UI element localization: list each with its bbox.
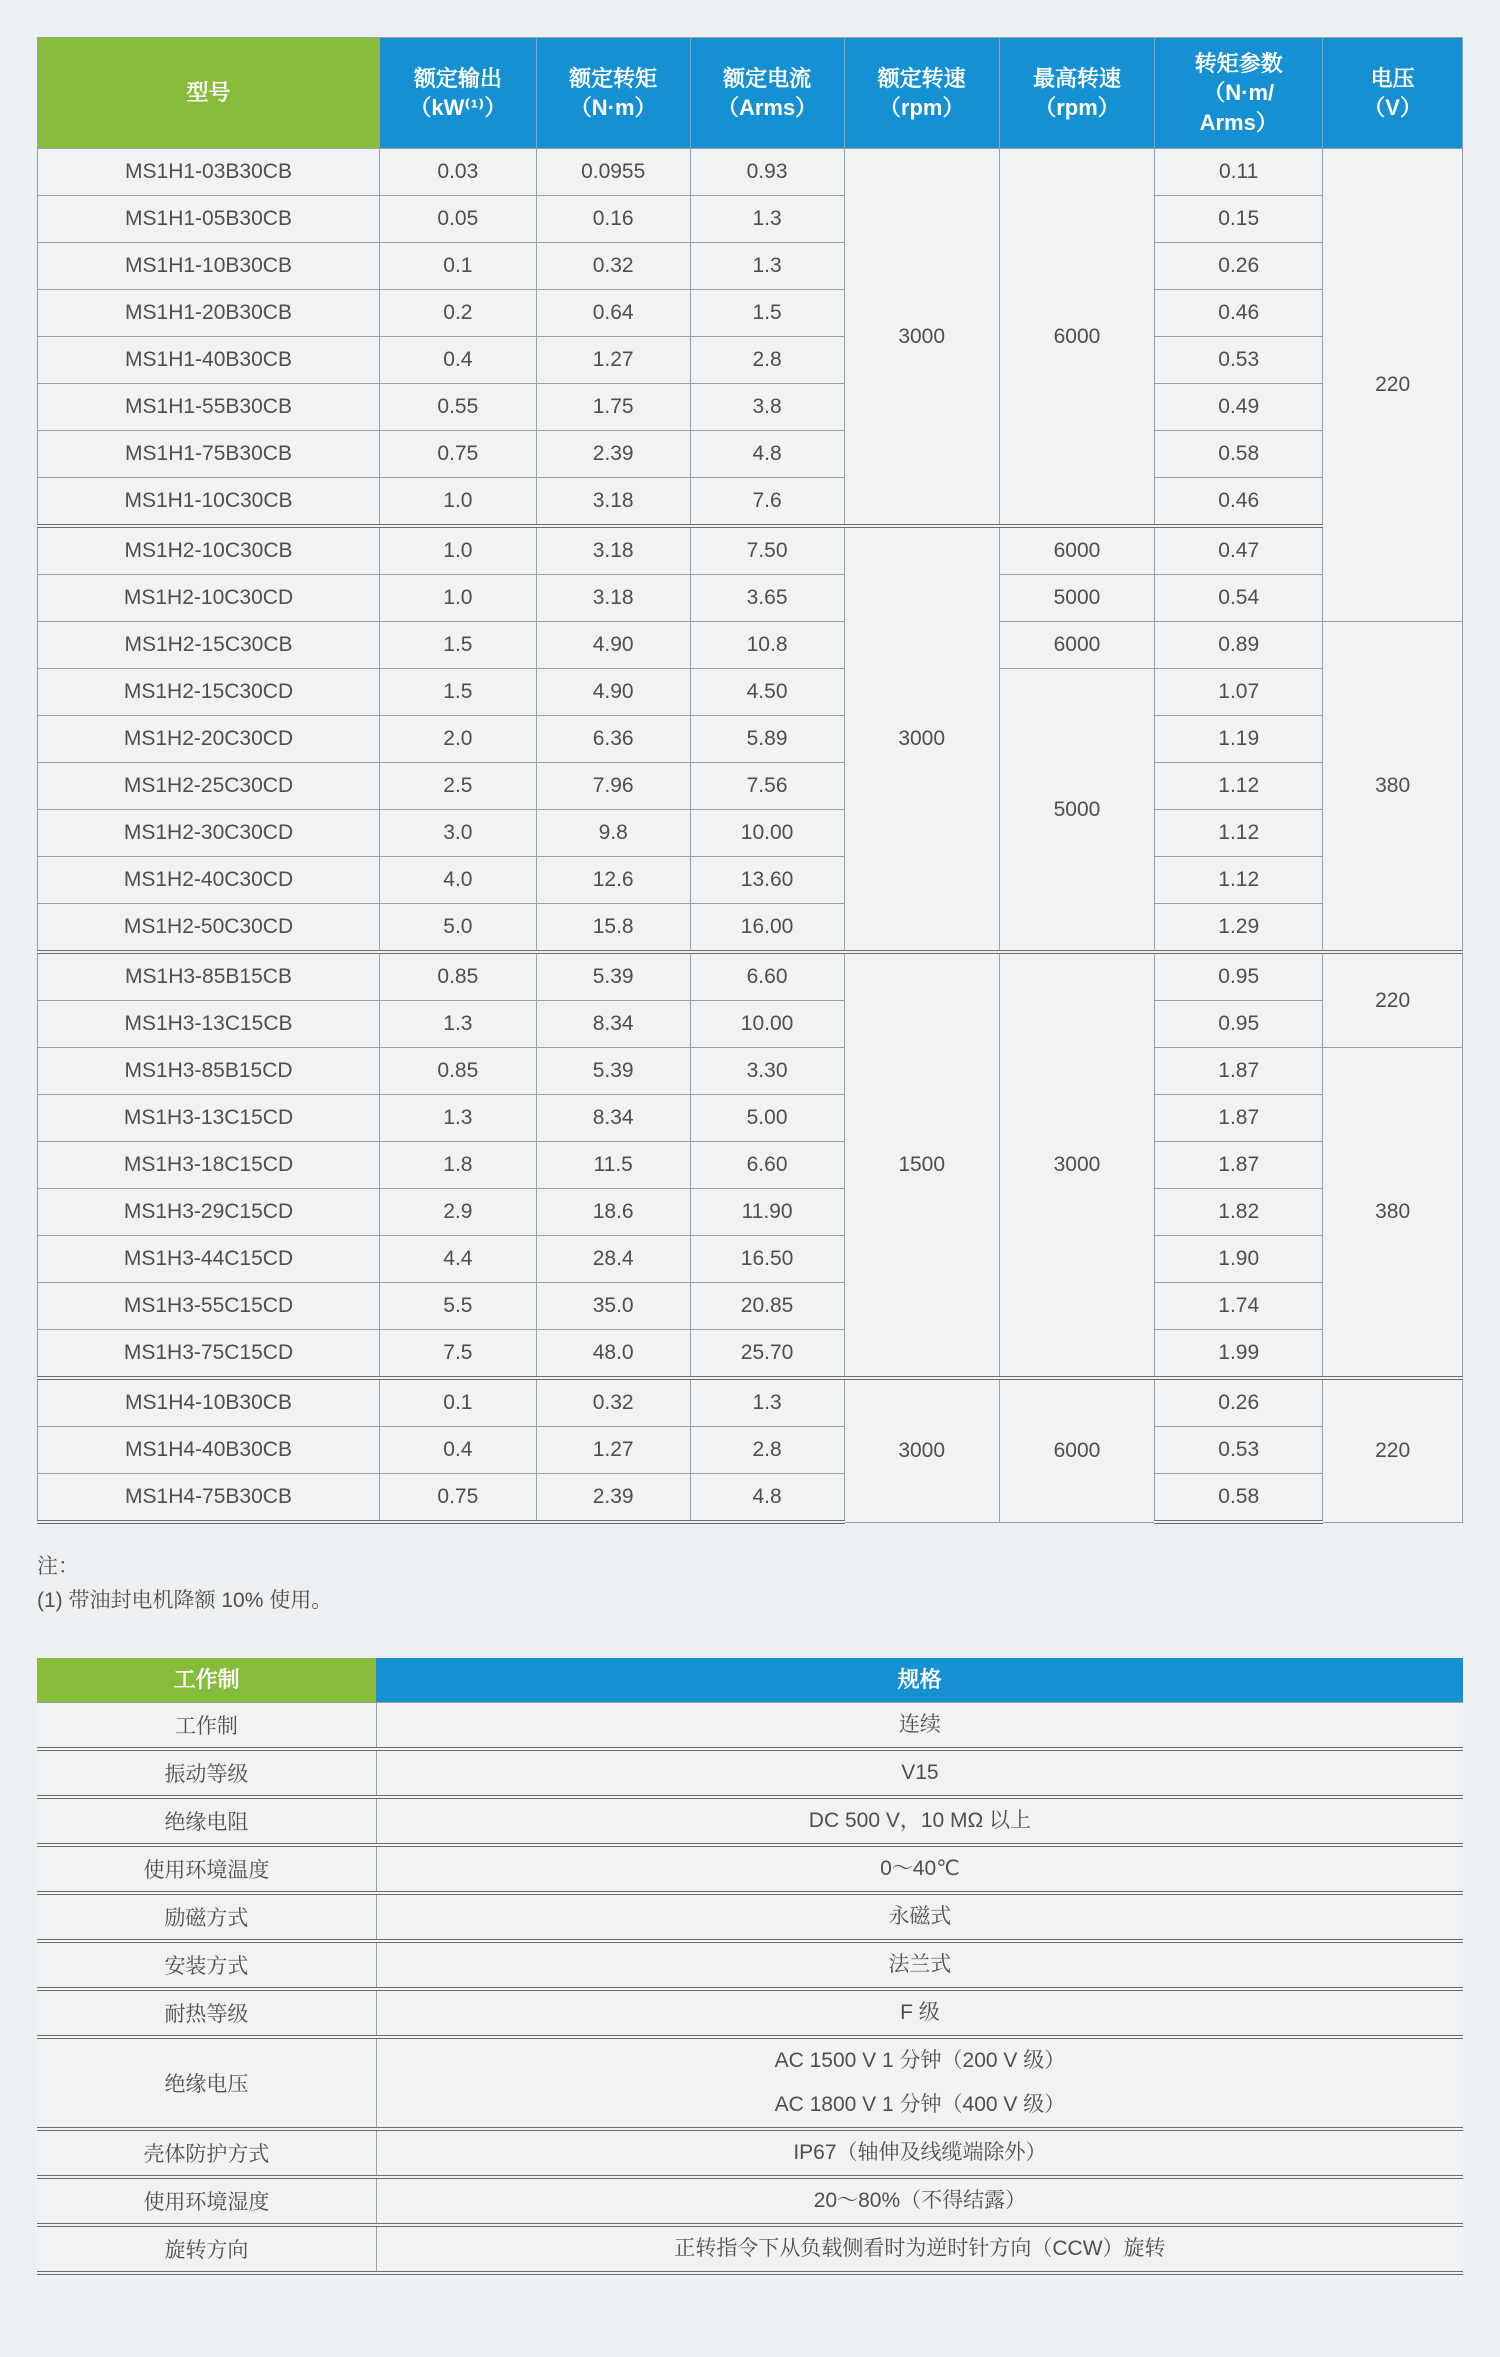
value-cell: 0.49 — [1155, 384, 1323, 431]
motor-table-row — [38, 669, 1463, 716]
spec-value-line: 20～80%（不得结露） — [813, 2189, 1027, 2212]
model-cell: MS1H3-13C15CD — [38, 1095, 380, 1142]
model-cell: MS1H2-25C30CD — [38, 763, 380, 810]
model-cell: MS1H2-50C30CD — [38, 904, 380, 953]
value-cell: 2.5 — [380, 763, 537, 810]
value-cell: 3.65 — [690, 575, 844, 622]
value-cell: 0.4 — [380, 1427, 537, 1474]
value-cell: 2.8 — [690, 1427, 844, 1474]
value-cell: 10.00 — [690, 1001, 844, 1048]
model-cell: MS1H3-75C15CD — [38, 1330, 380, 1379]
model-cell: MS1H3-44C15CD — [38, 1236, 380, 1283]
motor-table-row — [38, 1283, 1463, 1330]
value-cell: 1500 — [844, 952, 999, 1378]
value-cell: 8.34 — [536, 1001, 690, 1048]
value-cell: 0.75 — [380, 431, 537, 478]
spec-value-cell — [376, 2129, 1463, 2177]
footnote — [37, 1550, 1463, 1618]
value-cell: 5000 — [999, 669, 1154, 953]
value-cell: 380 — [1323, 1048, 1463, 1379]
value-cell: 0.47 — [1155, 526, 1323, 575]
value-cell: 6000 — [999, 1378, 1154, 1522]
value-cell: 4.90 — [536, 622, 690, 669]
model-cell: MS1H2-20C30CD — [38, 716, 380, 763]
spec-label-cell: 使用环境湿度 — [37, 2177, 376, 2225]
value-cell: 3.30 — [690, 1048, 844, 1095]
value-cell: 6000 — [999, 526, 1154, 575]
value-cell: 6000 — [999, 149, 1154, 527]
value-cell: 1.12 — [1155, 763, 1323, 810]
spec-value-line: V15 — [901, 1761, 939, 1784]
value-cell: 5.0 — [380, 904, 537, 953]
motor-table-row — [38, 1189, 1463, 1236]
spec-value-cell — [376, 1845, 1463, 1893]
spec-label-cell: 励磁方式 — [37, 1893, 376, 1941]
value-cell: 11.90 — [690, 1189, 844, 1236]
value-cell: 1.74 — [1155, 1283, 1323, 1330]
spec-header-specification: 规格 — [376, 1658, 1463, 1703]
value-cell: 1.27 — [536, 1427, 690, 1474]
value-cell: 7.50 — [690, 526, 844, 575]
motor-table-row — [38, 1236, 1463, 1283]
column-header: 额定转速 （rpm） — [844, 38, 999, 149]
spec-value-line: 法兰式 — [888, 1953, 952, 1976]
spec-label-cell: 耐热等级 — [37, 1989, 376, 2037]
value-cell: 8.34 — [536, 1095, 690, 1142]
value-cell: 0.95 — [1155, 952, 1323, 1001]
value-cell: 1.3 — [380, 1095, 537, 1142]
model-cell: MS1H3-85B15CB — [38, 952, 380, 1001]
model-cell: MS1H3-55C15CD — [38, 1283, 380, 1330]
model-cell: MS1H2-40C30CD — [38, 857, 380, 904]
spec-value-cell — [376, 1941, 1463, 1989]
motor-ratings-table — [37, 37, 1463, 1524]
value-cell: 1.3 — [380, 1001, 537, 1048]
motor-table-row — [38, 575, 1463, 622]
value-cell: 1.87 — [1155, 1095, 1323, 1142]
spec-value-cell — [376, 1749, 1463, 1797]
spec-value-line: 0～40℃ — [880, 1857, 960, 1880]
working-condition-spec-table — [37, 1658, 1463, 2275]
value-cell: 1.8 — [380, 1142, 537, 1189]
column-header: 转矩参数 （N·m/ Arms） — [1155, 38, 1323, 149]
spec-value-line: F 级 — [900, 2001, 940, 2024]
value-cell: 1.0 — [380, 478, 537, 527]
motor-table-header-row — [38, 38, 1463, 149]
value-cell: 28.4 — [536, 1236, 690, 1283]
value-cell: 1.3 — [690, 243, 844, 290]
spec-table-row — [37, 1749, 1463, 1797]
value-cell: 4.50 — [690, 669, 844, 716]
value-cell: 0.85 — [380, 1048, 537, 1095]
spec-table-row — [37, 2129, 1463, 2177]
value-cell: 12.6 — [536, 857, 690, 904]
value-cell: 3000 — [999, 952, 1154, 1378]
value-cell: 1.82 — [1155, 1189, 1323, 1236]
spec-table-row — [37, 1703, 1463, 1750]
motor-table-row — [38, 857, 1463, 904]
motor-table-row — [38, 622, 1463, 669]
motor-table-row — [38, 763, 1463, 810]
spec-table-row — [37, 2225, 1463, 2273]
value-cell: 20.85 — [690, 1283, 844, 1330]
model-cell: MS1H3-18C15CD — [38, 1142, 380, 1189]
value-cell: 1.87 — [1155, 1142, 1323, 1189]
value-cell: 0.54 — [1155, 575, 1323, 622]
value-cell: 0.85 — [380, 952, 537, 1001]
value-cell: 5.39 — [536, 952, 690, 1001]
value-cell: 0.46 — [1155, 290, 1323, 337]
model-cell: MS1H4-10B30CB — [38, 1378, 380, 1427]
value-cell: 380 — [1323, 622, 1463, 953]
column-header: 最高转速 （rpm） — [999, 38, 1154, 149]
value-cell: 2.39 — [536, 431, 690, 478]
value-cell: 7.96 — [536, 763, 690, 810]
spec-label-cell: 绝缘电压 — [37, 2037, 376, 2129]
spec-value-cell — [376, 1703, 1463, 1750]
model-cell: MS1H1-20B30CB — [38, 290, 380, 337]
spec-table-row — [37, 1797, 1463, 1845]
model-cell: MS1H4-40B30CB — [38, 1427, 380, 1474]
spec-value-cell — [376, 2225, 1463, 2273]
value-cell: 3.18 — [536, 478, 690, 527]
value-cell: 4.8 — [690, 431, 844, 478]
value-cell: 4.4 — [380, 1236, 537, 1283]
motor-table-row — [38, 1001, 1463, 1048]
spec-table-row — [37, 1893, 1463, 1941]
motor-table-row — [38, 904, 1463, 953]
value-cell: 0.11 — [1155, 149, 1323, 196]
value-cell: 5.00 — [690, 1095, 844, 1142]
spec-value-line: 永磁式 — [888, 1905, 952, 1928]
spec-label-cell: 壳体防护方式 — [37, 2129, 376, 2177]
value-cell: 25.70 — [690, 1330, 844, 1379]
value-cell: 1.12 — [1155, 857, 1323, 904]
motor-table-row — [38, 526, 1463, 575]
value-cell: 0.4 — [380, 337, 537, 384]
value-cell: 0.0955 — [536, 149, 690, 196]
value-cell: 3000 — [844, 149, 999, 527]
spec-table-row — [37, 1845, 1463, 1893]
spec-label-cell: 安装方式 — [37, 1941, 376, 1989]
value-cell: 220 — [1323, 149, 1463, 622]
value-cell: 5.89 — [690, 716, 844, 763]
value-cell: 0.64 — [536, 290, 690, 337]
model-cell: MS1H1-10C30CB — [38, 478, 380, 527]
motor-table-row — [38, 337, 1463, 384]
spec-table-row — [37, 2177, 1463, 2225]
model-cell: MS1H1-05B30CB — [38, 196, 380, 243]
column-header: 额定转矩 （N·m） — [536, 38, 690, 149]
value-cell: 0.75 — [380, 1474, 537, 1523]
model-cell: MS1H2-10C30CD — [38, 575, 380, 622]
motor-table-row — [38, 1048, 1463, 1095]
value-cell: 13.60 — [690, 857, 844, 904]
spec-table-header — [37, 1658, 1463, 1703]
value-cell: 1.75 — [536, 384, 690, 431]
spec-value-cell — [376, 2037, 1463, 2129]
value-cell: 1.19 — [1155, 716, 1323, 763]
value-cell: 220 — [1323, 952, 1463, 1048]
spec-table-body — [37, 1703, 1463, 2274]
spec-label-cell: 振动等级 — [37, 1749, 376, 1797]
model-cell: MS1H4-75B30CB — [38, 1474, 380, 1523]
value-cell: 0.89 — [1155, 622, 1323, 669]
footnote-line: (1) 带油封电机降额 10% 使用。 — [37, 1589, 333, 1612]
spec-value-cell — [376, 1797, 1463, 1845]
value-cell: 1.5 — [380, 622, 537, 669]
value-cell: 1.3 — [690, 196, 844, 243]
value-cell: 0.93 — [690, 149, 844, 196]
value-cell: 0.05 — [380, 196, 537, 243]
value-cell: 6000 — [999, 622, 1154, 669]
spec-label-cell: 使用环境温度 — [37, 1845, 376, 1893]
value-cell: 4.0 — [380, 857, 537, 904]
model-cell: MS1H1-03B30CB — [38, 149, 380, 196]
value-cell: 1.3 — [690, 1378, 844, 1427]
column-header: 型号 — [38, 38, 380, 149]
value-cell: 3000 — [844, 526, 999, 952]
spec-value-line: 连续 — [898, 1713, 941, 1736]
value-cell: 0.26 — [1155, 243, 1323, 290]
motor-table-row — [38, 1095, 1463, 1142]
value-cell: 4.90 — [536, 669, 690, 716]
value-cell: 2.39 — [536, 1474, 690, 1523]
motor-table-row — [38, 243, 1463, 290]
value-cell: 1.90 — [1155, 1236, 1323, 1283]
motor-table-row — [38, 431, 1463, 478]
value-cell: 5.39 — [536, 1048, 690, 1095]
spec-value-cell — [376, 1893, 1463, 1941]
value-cell: 15.8 — [536, 904, 690, 953]
model-cell: MS1H1-75B30CB — [38, 431, 380, 478]
value-cell: 7.56 — [690, 763, 844, 810]
motor-table-header — [38, 38, 1463, 149]
value-cell: 6.60 — [690, 952, 844, 1001]
spec-label-cell: 旋转方向 — [37, 2225, 376, 2273]
model-cell: MS1H3-13C15CB — [38, 1001, 380, 1048]
value-cell: 7.6 — [690, 478, 844, 527]
value-cell: 9.8 — [536, 810, 690, 857]
spec-value-line: 正转指令下从负载侧看时为逆时针方向（CCW）旋转 — [674, 2237, 1166, 2260]
footnote-title: 注： — [37, 1555, 79, 1578]
value-cell: 0.1 — [380, 243, 537, 290]
model-cell: MS1H1-40B30CB — [38, 337, 380, 384]
value-cell: 3.18 — [536, 526, 690, 575]
value-cell: 1.99 — [1155, 1330, 1323, 1379]
motor-table-row — [38, 196, 1463, 243]
spec-header-duty: 工作制 — [37, 1658, 376, 1703]
spec-value-line: AC 1800 V 1 分钟（400 V 级） — [774, 2093, 1066, 2116]
column-header: 额定输出 （kW⁽¹⁾） — [380, 38, 537, 149]
spec-value-cell — [376, 2177, 1463, 2225]
value-cell: 10.00 — [690, 810, 844, 857]
spec-table-row — [37, 1941, 1463, 1989]
spec-table-row — [37, 2037, 1463, 2129]
model-cell: MS1H3-29C15CD — [38, 1189, 380, 1236]
value-cell: 0.26 — [1155, 1378, 1323, 1427]
value-cell: 1.07 — [1155, 669, 1323, 716]
spec-value-line: AC 1500 V 1 分钟（200 V 级） — [774, 2049, 1066, 2072]
value-cell: 0.2 — [380, 290, 537, 337]
value-cell: 7.5 — [380, 1330, 537, 1379]
value-cell: 11.5 — [536, 1142, 690, 1189]
value-cell: 6.60 — [690, 1142, 844, 1189]
motor-table-row — [38, 149, 1463, 196]
model-cell: MS1H2-15C30CD — [38, 669, 380, 716]
value-cell: 220 — [1323, 1378, 1463, 1522]
model-cell: MS1H1-10B30CB — [38, 243, 380, 290]
value-cell: 6.36 — [536, 716, 690, 763]
value-cell: 16.00 — [690, 904, 844, 953]
value-cell: 0.58 — [1155, 431, 1323, 478]
value-cell: 1.27 — [536, 337, 690, 384]
value-cell: 1.0 — [380, 575, 537, 622]
motor-table-row — [38, 1378, 1463, 1427]
value-cell: 1.5 — [380, 669, 537, 716]
value-cell: 0.46 — [1155, 478, 1323, 527]
spec-value-line: DC 500 V，10 MΩ 以上 — [808, 1809, 1032, 1832]
value-cell: 0.95 — [1155, 1001, 1323, 1048]
column-header: 额定电流 （Arms） — [690, 38, 844, 149]
motor-table-row — [38, 478, 1463, 527]
value-cell: 3.8 — [690, 384, 844, 431]
value-cell: 0.1 — [380, 1378, 537, 1427]
value-cell: 5000 — [999, 575, 1154, 622]
value-cell: 4.8 — [690, 1474, 844, 1523]
motor-table-row — [38, 1427, 1463, 1474]
spec-table-header-row — [37, 1658, 1463, 1703]
spec-value-line: IP67（轴伸及线缆端除外） — [793, 2141, 1047, 2164]
value-cell: 2.0 — [380, 716, 537, 763]
value-cell: 18.6 — [536, 1189, 690, 1236]
value-cell: 0.53 — [1155, 1427, 1323, 1474]
value-cell: 10.8 — [690, 622, 844, 669]
column-header: 电压 （V） — [1323, 38, 1463, 149]
value-cell: 0.32 — [536, 1378, 690, 1427]
value-cell: 48.0 — [536, 1330, 690, 1379]
value-cell: 1.5 — [690, 290, 844, 337]
value-cell: 1.0 — [380, 526, 537, 575]
value-cell: 0.03 — [380, 149, 537, 196]
value-cell: 3000 — [844, 1378, 999, 1522]
value-cell: 1.29 — [1155, 904, 1323, 953]
motor-table-row — [38, 716, 1463, 763]
value-cell: 2.9 — [380, 1189, 537, 1236]
value-cell: 16.50 — [690, 1236, 844, 1283]
motor-table-row — [38, 810, 1463, 857]
motor-table-row — [38, 1142, 1463, 1189]
value-cell: 3.18 — [536, 575, 690, 622]
value-cell: 0.16 — [536, 196, 690, 243]
value-cell: 0.53 — [1155, 337, 1323, 384]
motor-table-body — [38, 149, 1463, 1523]
value-cell: 0.58 — [1155, 1474, 1323, 1523]
model-cell: MS1H2-30C30CD — [38, 810, 380, 857]
motor-table-row — [38, 1474, 1463, 1523]
motor-table-row — [38, 290, 1463, 337]
model-cell: MS1H2-15C30CB — [38, 622, 380, 669]
value-cell: 3.0 — [380, 810, 537, 857]
value-cell: 0.15 — [1155, 196, 1323, 243]
motor-table-row — [38, 1330, 1463, 1379]
motor-table-row — [38, 384, 1463, 431]
spec-table-row — [37, 1989, 1463, 2037]
value-cell: 0.55 — [380, 384, 537, 431]
model-cell: MS1H1-55B30CB — [38, 384, 380, 431]
value-cell: 5.5 — [380, 1283, 537, 1330]
model-cell: MS1H3-85B15CD — [38, 1048, 380, 1095]
value-cell: 1.87 — [1155, 1048, 1323, 1095]
spec-label-cell: 绝缘电阻 — [37, 1797, 376, 1845]
value-cell: 2.8 — [690, 337, 844, 384]
value-cell: 0.32 — [536, 243, 690, 290]
spec-value-cell — [376, 1989, 1463, 2037]
model-cell: MS1H2-10C30CB — [38, 526, 380, 575]
value-cell: 35.0 — [536, 1283, 690, 1330]
value-cell: 1.12 — [1155, 810, 1323, 857]
motor-table-row — [38, 952, 1463, 1001]
spec-label-cell: 工作制 — [37, 1703, 376, 1750]
